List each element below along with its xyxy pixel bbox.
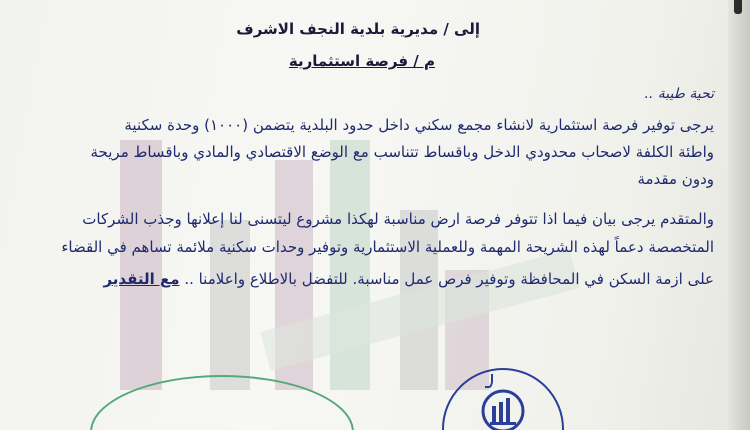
- seal-emblem-icon: [480, 388, 526, 430]
- seal-crescent-icon: [485, 374, 493, 388]
- body-line: المتخصصة دعماً لهذه الشريحة المهمة وللعملية الاستثمارية وتوفير وحدات سكنية ملائمة تساهم في القضاء: [61, 238, 714, 256]
- body-line-last-text: على ازمة السكن في المحافظة وتوفير فرص عمل مناسبة. للتفضل بالاطلاع واعلامنا ..: [184, 270, 714, 288]
- watermark-bar: [120, 140, 162, 390]
- closing-regards: مع التقدير: [103, 270, 180, 288]
- addressee-line: إلى / مديرية بلدية النجف الاشرف: [236, 20, 480, 38]
- body-line: والمتقدم يرجى بيان فيما اذا تتوفر فرصة ارض مناسبة لهكذا مشروع ليتسنى لنا إعلانها وجذب الشركات: [82, 210, 714, 228]
- subject-line: م / فرصة استثمارية: [288, 52, 435, 70]
- paper-edge: [728, 0, 750, 430]
- body-line: واطئة الكلفة لاصحاب محدودي الدخل وباقساط تتناسب مع الوضع الاقتصادي والمادي وباقساط مريحة: [90, 143, 714, 161]
- greeting: تحية طيبة ..: [644, 86, 714, 102]
- binder-clip: [734, 0, 742, 14]
- body-line: يرجى توفير فرصة استثمارية لانشاء مجمع سكني داخل حدود البلدية يتضمن (١٠٠٠) وحدة سكنية: [124, 116, 714, 134]
- body-line: ودون مقدمة: [637, 170, 714, 188]
- body-line-last: [103, 270, 714, 288]
